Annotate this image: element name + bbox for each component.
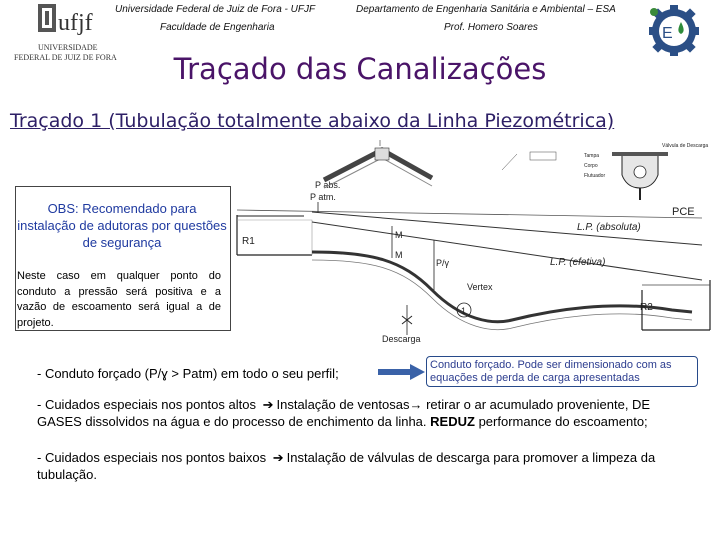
- label-point-1: 1: [461, 306, 467, 316]
- label-r2: R2: [640, 302, 653, 313]
- section-subtitle: Traçado 1 (Tubulação totalmente abaixo da Linha Piezométrica): [10, 110, 615, 132]
- label-corpo: Corpo: [584, 163, 598, 169]
- pipeline-diagram: [232, 140, 714, 345]
- ufjf-logo-text: ufjf: [58, 10, 93, 36]
- esa-logo-letter: E: [662, 25, 673, 42]
- bullet-conduto-forcado: - Conduto forçado (P/ɣ > Patm) em todo o seu perfil;: [37, 366, 339, 381]
- label-m-1: M: [395, 230, 403, 240]
- lp-effective-line: [312, 222, 702, 280]
- obs-title: OBS: Recomendado para instalação de adutoras por questões de segurança: [17, 201, 227, 250]
- label-pce: PCE: [672, 206, 695, 218]
- label-r1: R1: [242, 236, 255, 247]
- label-tampa: Tampa: [584, 153, 600, 159]
- label-p-atm: P atm.: [310, 192, 336, 202]
- bullet-pontos-baixos-b: Instalação de válvulas de descarga para promover a limpeza da tubulação.: [37, 450, 656, 482]
- label-descarga: Descarga: [382, 334, 421, 344]
- bullet-pontos-altos-bold: REDUZ: [430, 414, 475, 429]
- label-p-abs: P abs.: [315, 180, 341, 190]
- label-p-gamma: P/γ: [436, 258, 450, 268]
- header-department: Departamento de Engenharia Sanitária e Ambiental – ESA: [356, 4, 616, 15]
- page-title: Traçado das Canalizações: [173, 52, 547, 86]
- pipeline-profile: [312, 252, 692, 322]
- ufjf-logo-caption-1: UNIVERSIDADE: [38, 43, 98, 52]
- label-valvula-descarga: Válvula de Descarga: [662, 143, 709, 149]
- label-vertex: Vertex: [467, 282, 493, 292]
- pce-line: [237, 210, 702, 218]
- bullet-pontos-baixos: [37, 449, 697, 483]
- label-lp-effective: L.P. (efetiva): [550, 257, 606, 268]
- header-university: Universidade Federal de Juiz de Fora - UFJF: [115, 4, 316, 15]
- bold-arrow-icon: ➔: [262, 397, 274, 412]
- header-professor: Prof. Homero Soares: [444, 22, 538, 33]
- callout-text: Conduto forçado. Pode ser dimensionado com as equações de perda de carga apresentadas: [430, 359, 672, 384]
- header-faculty: Faculdade de Engenharia: [160, 22, 275, 33]
- label-m-2: M: [395, 250, 403, 260]
- bullet-pontos-altos: [37, 396, 697, 430]
- label-flutuador: Flutuador: [584, 173, 606, 179]
- bullet-pontos-baixos-a: - Cuidados especiais nos pontos baixos: [37, 450, 267, 465]
- bullet-pontos-altos-b: Instalação de ventosas: [276, 397, 410, 412]
- label-lp-absolute: L.P. (absoluta): [577, 222, 641, 233]
- bold-arrow-icon: ➔: [272, 450, 284, 465]
- esa-logo: [648, 4, 700, 56]
- right-arrow-icon: [378, 362, 426, 382]
- bullet-pontos-altos-c: → retirar o ar acumulado proveniente, DE GASES dissolvidos na água e do processo de enchimento da linha.: [37, 397, 651, 429]
- ufjf-logo-caption-2: FEDERAL DE JUIZ DE FORA: [14, 53, 117, 62]
- bullet-pontos-altos-a: - Cuidados especiais nos pontos altos: [37, 397, 256, 412]
- leaf-icon: [650, 8, 658, 16]
- bullet-pontos-altos-d: performance do escoamento;: [478, 414, 648, 429]
- obs-body: Neste caso em qualquer ponto do conduto a pressão será positiva e a vazão de escoamento será igual a de projeto.: [17, 270, 221, 329]
